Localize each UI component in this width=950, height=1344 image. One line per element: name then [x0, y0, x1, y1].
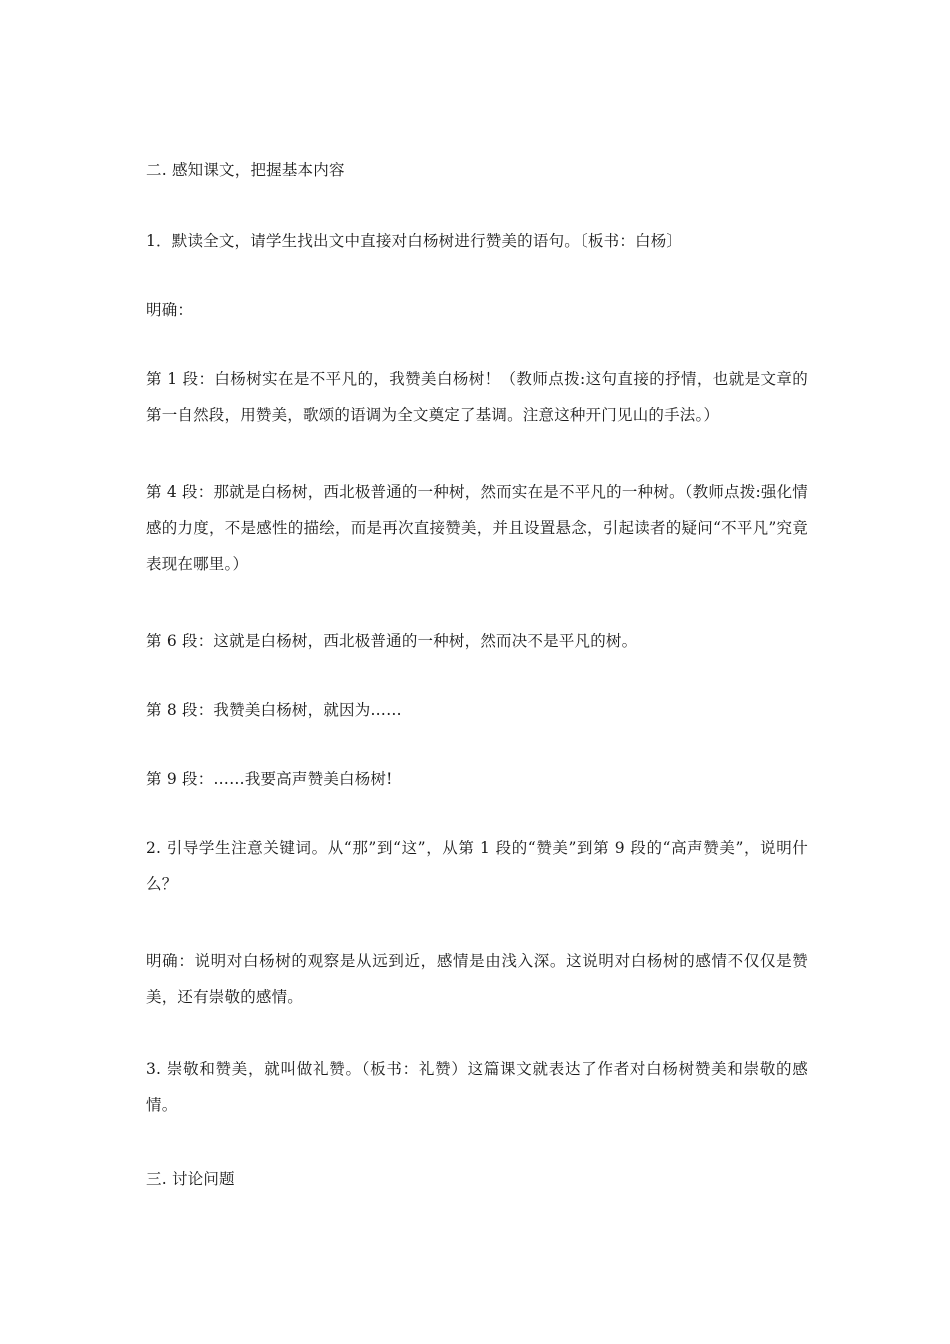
- section-heading-2: 二. 感知课文，把握基本内容: [146, 161, 345, 179]
- question-2: 2. 引导学生注意关键词。从“那”到“这”，从第 1 段的“赞美”到第 9 段的“高声赞美”，说明什么？: [146, 839, 808, 893]
- answer-2: 明确：说明对白杨树的观察是从远到近，感情是由浅入深。这说明对白杨树的感情不仅仅是赞美，还有崇敬的感情。: [146, 952, 808, 1006]
- paragraph-1-quote: 第 1 段：白杨树实在是不平凡的，我赞美白杨树！（教师点拨:这句直接的抒情，也就是文章的第一自然段，用赞美，歌颂的语调为全文奠定了基调。注意这种开门见山的手法。）: [146, 370, 808, 424]
- section-heading-3: 三. 讨论问题: [146, 1170, 235, 1188]
- question-1: 1．默读全文，请学生找出文中直接对白杨树进行赞美的语句。〔板书：白杨〕: [146, 232, 683, 250]
- paragraph-4-quote: 第 4 段：那就是白杨树，西北极普通的一种树，然而实在是不平凡的一种树。（教师点拨:强化情感的力度，不是感性的描绘，而是再次直接赞美，并且设置悬念，引起读者的疑问“不平凡”究竟表现在哪里。）: [146, 483, 808, 573]
- question-3: 3. 崇敬和赞美，就叫做礼赞。（板书：礼赞）这篇课文就表达了作者对白杨树赞美和崇敬的感情。: [146, 1060, 808, 1114]
- paragraph-8-quote: 第 8 段：我赞美白杨树，就因为……: [146, 701, 402, 719]
- paragraph-6-quote: 第 6 段：这就是白杨树，西北极普通的一种树，然而决不是平凡的树。: [146, 632, 638, 650]
- paragraph-9-quote: 第 9 段：……我要高声赞美白杨树!: [146, 770, 393, 788]
- answer-label: 明确：: [146, 301, 194, 319]
